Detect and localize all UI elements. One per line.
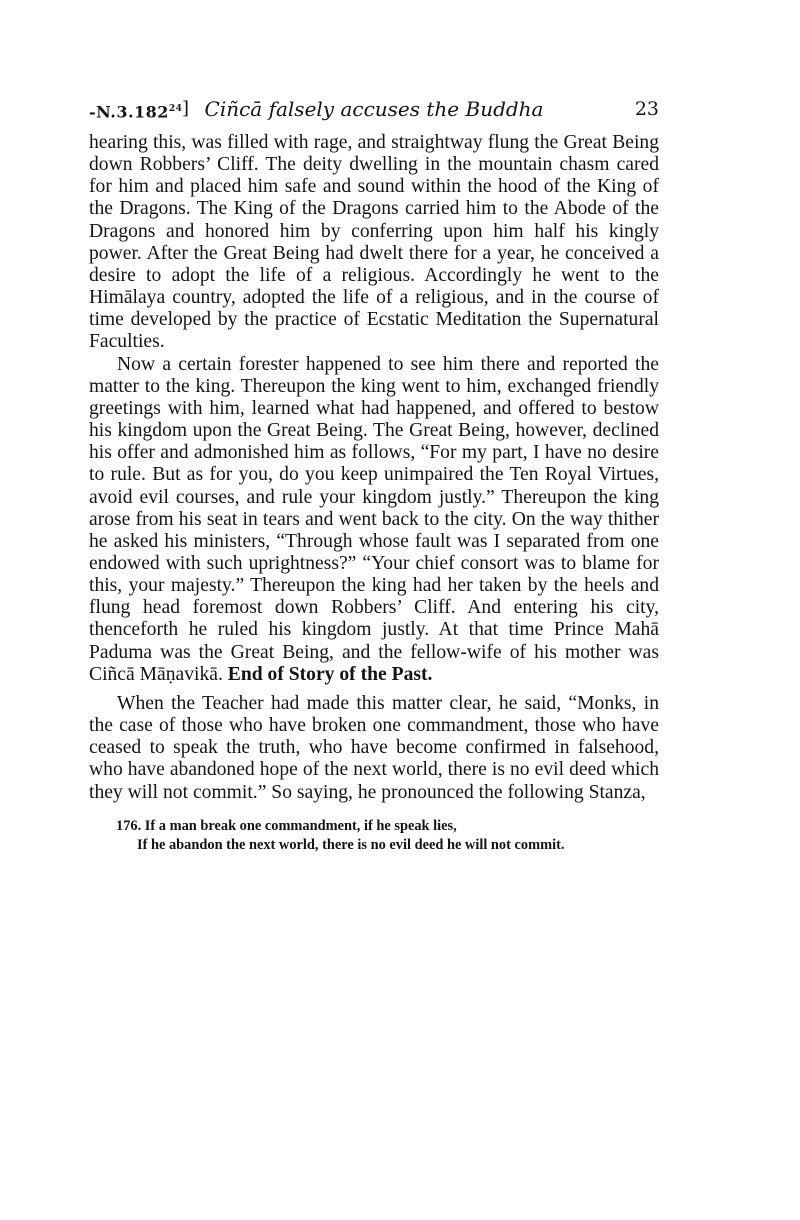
paragraph-1: hearing this, was filled with rage, and straightway flung the Great Being down Robbers’ Cliff. The deity dwelling in the mountain chasm cared for him and placed him safe and sound within the hood of the King of the Dragons. The King of the Dragons carried him to the Abode of the Dragons and honored him by conferring upon him half his kingly power. After the Great Being had dwelt there for a year, he conceived a desire to adopt the life of a religious. Accordingly he went to the Himālaya country, adopted the life of a religious, and in the course of time developed by the practice of Ecstatic Meditation the Supernatural Faculties. (89, 132, 659, 353)
stanza-line-2: If he abandon the next world, there is no evil deed he will not commit. (137, 836, 565, 853)
paragraph-3: When the Teacher had made this matter clear, he said, “Monks, in the case of those who have broken one commandment, those who have ceased to speak the truth, who have become confirmed in falsehood, who have abandoned hope of the next world, there is no evil deed which they will not commit.” So saying, he pronounced the following Stanza, (89, 692, 659, 803)
page-number: 23 (634, 98, 659, 120)
page (89, 94, 659, 855)
running-head (89, 94, 659, 124)
stanza-line-1-text: If a man break one commandment, if he speak lies, (144, 817, 457, 834)
paragraph-2-text: Now a certain forester happened to see him there and reported the matter to the king. Thereupon the king went to him, exchanged friendly greetings with him, learned what had happened, and offered to bestow his kingdom upon the Great Being. The Great Being, however, declined his offer and admonished him as follows, “For my part, I have no desire to rule. But as for you, do you keep unimpaired the Ten Royal Virtues, avoid evil courses, and rule your kingdom justly.” Thereupon the king arose from his seat in tears and went back to the city. On the way thither he asked his ministers, “Through whose fault was I separated from one endowed with such uprightness?” “Your chief consort was to blame for this, your majesty.” Thereupon the king had her taken by the heels and flung head foremost down Robbers’ Cliff. And entering his city, thenceforth he ruled his kingdom justly. At that time Prince Mahā Paduma was the Great Being, and the fellow-wife of his mother was Ciñcā Māṇavikā. (89, 353, 659, 685)
end-of-story-marker: End of Story of the Past. (227, 663, 433, 685)
stanza-number: 176. (116, 817, 142, 834)
running-head-reference: -N.3.182$^{24}$ (89, 102, 183, 122)
body-text (89, 132, 659, 804)
running-head-title: Ciñcā falsely accuses the Buddha (204, 97, 544, 121)
running-head-separator: ] (182, 98, 190, 119)
stanza-line-1 (116, 817, 659, 836)
stanza (116, 817, 659, 855)
paragraph-2 (89, 354, 659, 686)
